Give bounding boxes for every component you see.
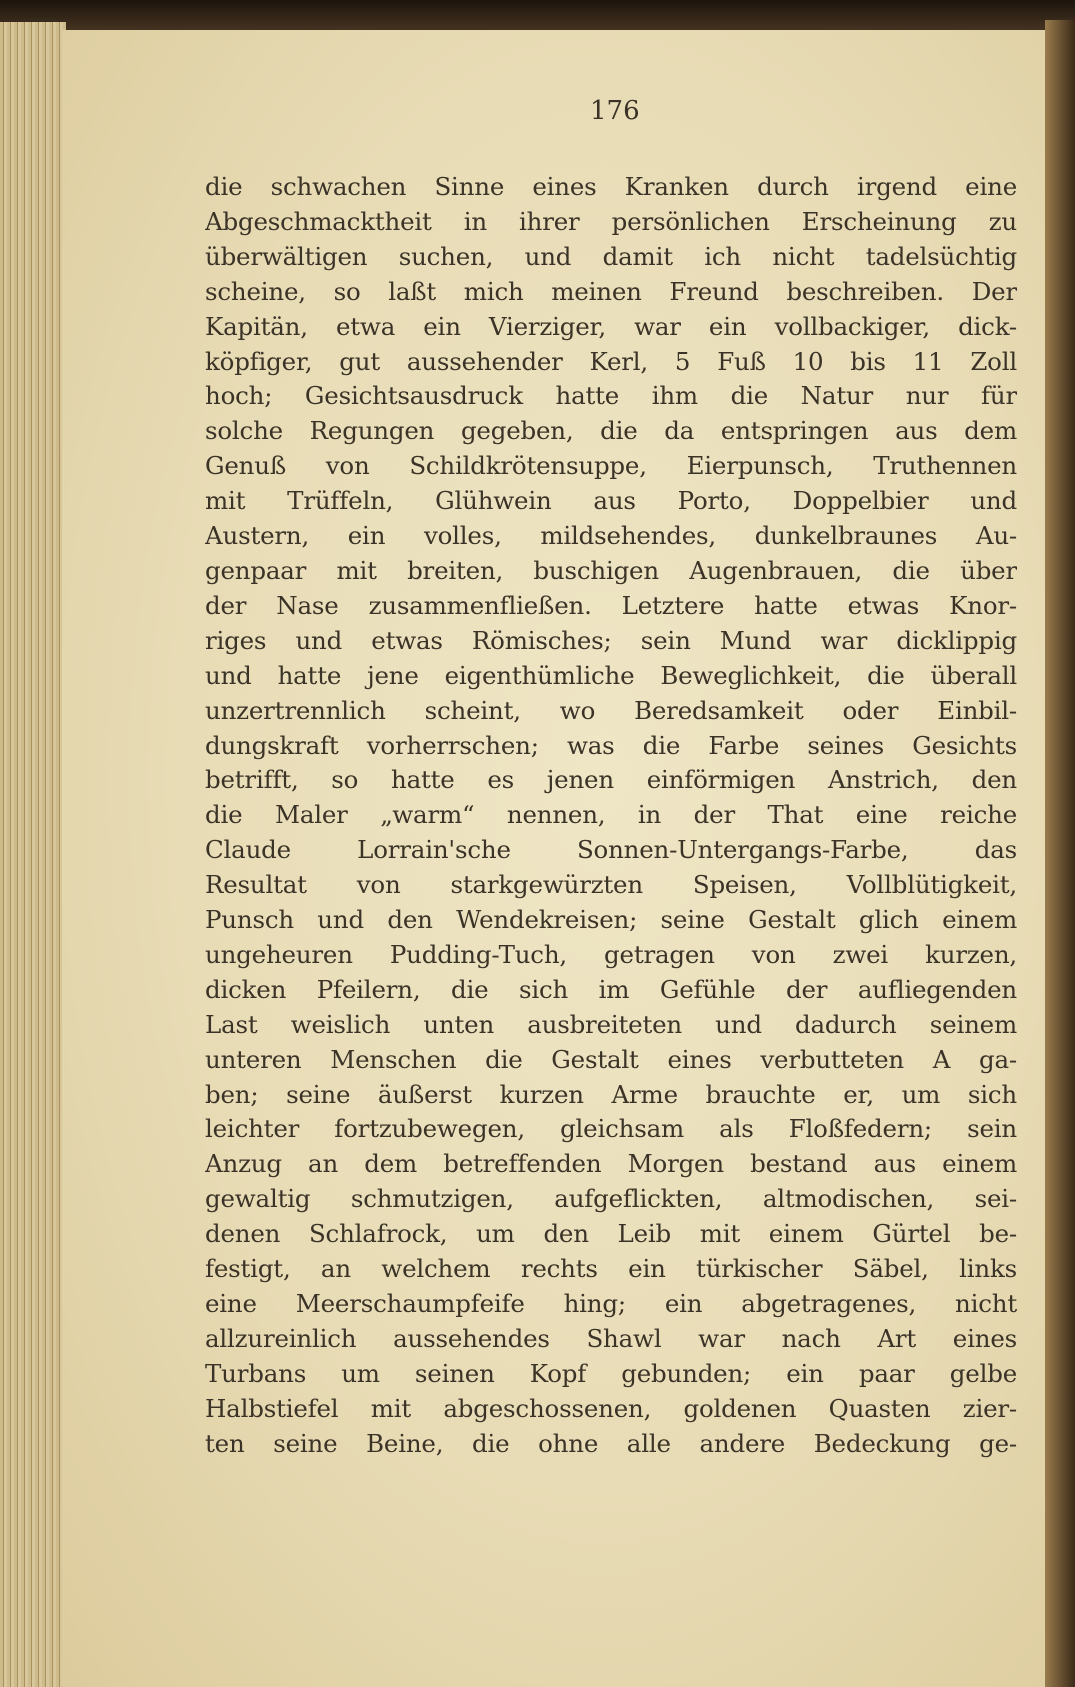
text-line: der Nase zusammenfließen. Letztere hatte etwas Knor- — [205, 590, 1017, 620]
text-line: Abgeschmacktheit in ihrer persönlichen Erscheinung zu — [205, 206, 1017, 236]
book-top-edge — [0, 0, 1075, 34]
text-line: die Maler „warm“ nennen, in der That eine reiche — [205, 800, 1017, 830]
text-line: Kapitän, etwa ein Vierziger, war ein vollbackiger, dick- — [205, 311, 1017, 341]
text-line: ungeheuren Pudding-Tuch, getragen von zwei kurzen, — [205, 939, 1017, 969]
text-line: Genuß von Schildkrötensuppe, Eierpunsch, Truthennen — [205, 451, 1017, 481]
text-line: Anzug an dem betreffenden Morgen bestand aus einem — [205, 1149, 1017, 1179]
text-line: dungskraft vorherrschen; was die Farbe seines Gesichts — [205, 730, 1017, 760]
text-line: Resultat von starkgewürzten Speisen, Vollblütigkeit, — [205, 870, 1017, 900]
text-line: dicken Pfeilern, die sich im Gefühle der aufliegenden — [205, 974, 1017, 1004]
text-line: Halbstiefel mit abgeschossenen, goldenen Quasten zier- — [205, 1393, 1017, 1423]
text-line: Turbans um seinen Kopf gebunden; ein paar gelbe — [205, 1358, 1017, 1388]
text-line: allzureinlich aussehendes Shawl war nach Art eines — [205, 1323, 1017, 1353]
text-line: und hatte jene eigenthümliche Beweglichkeit, die überall — [205, 660, 1017, 690]
text-line: ben; seine äußerst kurzen Arme brauchte er, um sich — [205, 1079, 1017, 1109]
text-line: die schwachen Sinne eines Kranken durch irgend eine — [205, 172, 1017, 201]
text-line: solche Regungen gegeben, die da entspringen aus dem — [205, 416, 1017, 446]
text-line: Claude Lorrain'sche Sonnen-Untergangs-Farbe, das — [205, 835, 1017, 865]
text-line: betrifft, so hatte es jenen einförmigen Anstrich, den — [205, 765, 1017, 795]
text-line: gewaltig schmutzigen, aufgeflickten, altmodischen, sei- — [205, 1184, 1017, 1214]
page-edges-stack — [0, 22, 66, 1687]
text-line: scheine, so laßt mich meinen Freund beschreiben. Der — [205, 276, 1017, 306]
text-line: ten seine Beine, die ohne alle andere Bedeckung ge- — [205, 1428, 1017, 1458]
text-line: festigt, an welchem rechts ein türkischer Säbel, links — [205, 1254, 1017, 1284]
text-line: köpfiger, gut aussehender Kerl, 5 Fuß 10 bis 11 Zoll — [205, 346, 1017, 376]
text-line: Last weislich unten ausbreiteten und dadurch seinem — [205, 1009, 1017, 1039]
page-number: 176 — [590, 96, 640, 126]
text-line: unzertrennlich scheint, wo Beredsamkeit oder Einbil- — [205, 695, 1017, 725]
text-line: genpaar mit breiten, buschigen Augenbrauen, die über — [205, 555, 1017, 585]
text-line: leichter fortzubewegen, gleichsam als Floßfedern; sein — [205, 1114, 1017, 1144]
text-line: überwältigen suchen, und damit ich nicht tadelsüchtig — [205, 241, 1017, 271]
text-line: Austern, ein volles, mildsehendes, dunkelbraunes Au- — [205, 521, 1017, 551]
book-binding-edge — [1045, 20, 1075, 1687]
text-line: riges und etwas Römisches; sein Mund war dicklippig — [205, 625, 1017, 655]
text-line: denen Schlafrock, um den Leib mit einem Gürtel be- — [205, 1219, 1017, 1249]
text-line: eine Meerschaumpfeife hing; ein abgetragenes, nicht — [205, 1289, 1017, 1318]
text-line: hoch; Gesichtsausdruck hatte ihm die Natur nur für — [205, 381, 1017, 411]
text-line: unteren Menschen die Gestalt eines verbutteten A ga- — [205, 1044, 1017, 1074]
body-text — [205, 170, 1017, 1462]
text-line: mit Trüffeln, Glühwein aus Porto, Doppelbier und — [205, 486, 1017, 516]
text-line: Punsch und den Wendekreisen; seine Gestalt glich einem — [205, 905, 1017, 935]
